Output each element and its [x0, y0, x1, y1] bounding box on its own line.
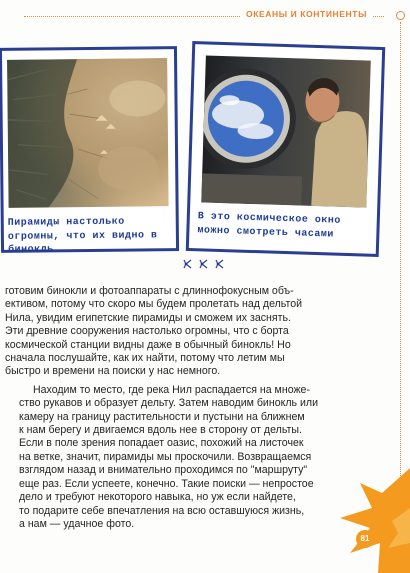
text-line: к нам берегу и двигаемся вдоль нее в сторону от дельты.: [19, 424, 302, 437]
photo-card-porthole: [186, 41, 386, 257]
text-line: на ветке, значит, пирамиды мы проскочили. Возвращаемся: [19, 450, 312, 463]
text-line: быстро и времени на поиски у нас немного.: [5, 365, 221, 378]
text-line: Если в поле зрения попадает оазис, похожий на листочек: [19, 437, 304, 450]
text-line: а нам — удачное фото.: [19, 517, 135, 530]
text-line: Нила, увидим египетские пирамиды и сможем их заснять.: [5, 311, 291, 324]
text-line: взглядом назад и внимательно проходимся по "маршруту": [19, 464, 308, 477]
text-line: космической станции видны даже в обычный бинокль! Но: [5, 338, 291, 351]
orange-star-decoration: [300, 343, 410, 573]
text-line: ективом, потому что скоро мы будем пролетать над дельтой: [5, 298, 303, 311]
text-line: еще раз. Если успеете, конечно. Такие поиски — непростое: [19, 477, 314, 490]
text-line: готовим бинокли и фотоаппараты с длиннофокусным объ-: [5, 285, 294, 297]
header-circle-ornament: [396, 11, 405, 20]
text-line: то подарите себе впечатления на всю оставшуюся жизнь,: [19, 504, 305, 517]
pyramids-satellite-photo: [7, 58, 169, 208]
text-line: сначала послушайте, как их найти, потому что летим мы: [5, 352, 285, 365]
text-line: дело и требуют некоторого навыка, но уж если найдете,: [19, 491, 296, 504]
text-line: ство рукавов и образует дельту. Затем наводим бинокль или: [19, 397, 319, 410]
text-line: Находим то место, где река Нил распадается на множе-: [33, 383, 310, 396]
flower-ornament-icon: [182, 258, 234, 270]
photo-caption: Пирамиды настолько огромны, что их видно в бинокль: [7, 216, 158, 256]
photo-card-pyramids: [0, 46, 179, 256]
page-number: 81: [356, 530, 374, 548]
desert-terrain-image: [7, 58, 169, 208]
section-title: ОКЕАНЫ И КОНТИНЕНТЫ: [240, 9, 373, 19]
text-line: Эти древние сооружения настолько огромны, что с борта: [5, 325, 289, 338]
space-station-window-photo: [201, 55, 371, 207]
photo-caption: В это космическое окно можно смотреть часами: [197, 211, 341, 241]
porthole-image: [201, 55, 371, 207]
text-line: камеру на границу растительности и пустыни на ближнем: [19, 410, 305, 423]
